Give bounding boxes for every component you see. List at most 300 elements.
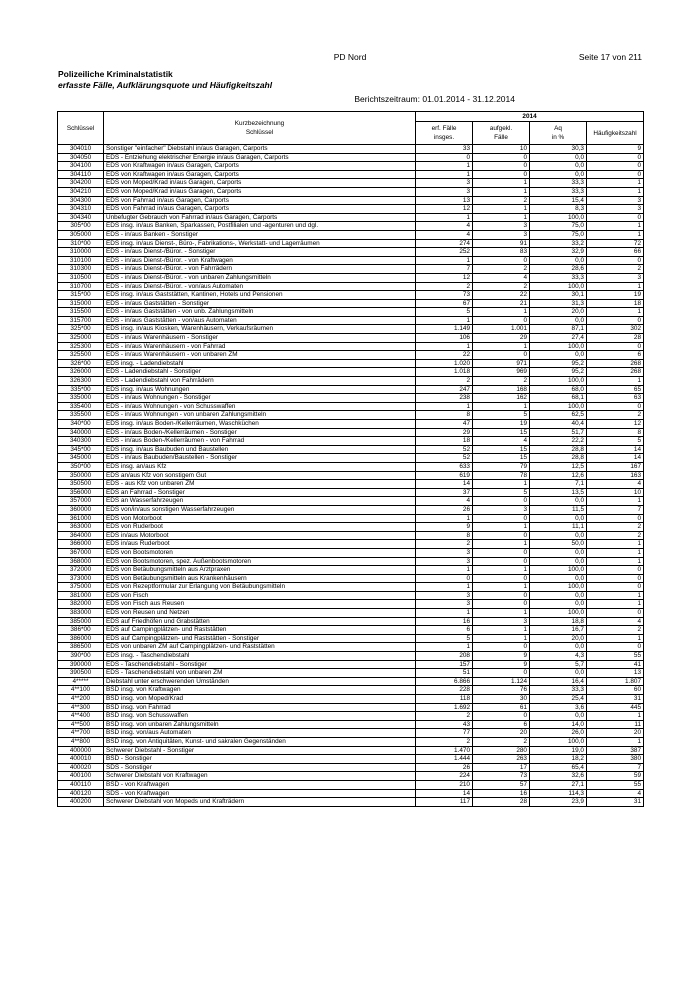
cell-key: 310*00 — [58, 239, 104, 248]
cell-name: EDS insg. an/aus Kfz — [104, 462, 416, 471]
cell-solved: 280 — [473, 746, 530, 755]
table-row — [58, 222, 644, 231]
cell-aq: 20,0 — [530, 634, 587, 643]
cell-hz: 2 — [587, 523, 644, 532]
cell-solved: 162 — [473, 394, 530, 403]
cell-cases: 2 — [416, 377, 473, 386]
table-row — [58, 566, 644, 575]
cell-hz: 268 — [587, 359, 644, 368]
report-subtitle: erfasste Fälle, Aufklärungsquote und Häufigkeitszahl — [58, 80, 273, 90]
cell-key: 326*00 — [58, 359, 104, 368]
cell-hz: 14 — [587, 454, 644, 463]
cell-solved: 1 — [473, 213, 530, 222]
cell-cases: 1.149 — [416, 325, 473, 334]
cell-key: 335*00 — [58, 385, 104, 394]
cell-name: BSD insg. von Antiquitäten, Kunst- und sakralen Gegenständen — [104, 737, 416, 746]
table-row — [58, 669, 644, 678]
cell-key: 360000 — [58, 505, 104, 514]
cell-aq: 0,0 — [530, 162, 587, 171]
cell-name: EDS - in/aus Boden-/Kellerräumen - Sonstiger — [104, 428, 416, 437]
cell-cases: 77 — [416, 729, 473, 738]
cell-solved: 1 — [473, 205, 530, 214]
cell-hz: 4 — [587, 617, 644, 626]
cell-key: 373000 — [58, 574, 104, 583]
cell-cases: 1 — [416, 256, 473, 265]
cell-name: EDS von Kraftwagen in/aus Garagen, Carports — [104, 170, 416, 179]
table-row — [58, 299, 644, 308]
cell-key: 340*00 — [58, 420, 104, 429]
cell-key: 305000 — [58, 230, 104, 239]
cell-name: Sonstiger "einfacher" Diebstahl in/aus Garagen, Carports — [104, 145, 416, 154]
cell-aq: 8,3 — [530, 205, 587, 214]
cell-key: 310000 — [58, 248, 104, 257]
cell-aq: 100,0 — [530, 377, 587, 386]
cell-name: EDS von Kraftwagen in/aus Garagen, Carports — [104, 162, 416, 171]
table-row — [58, 737, 644, 746]
cell-name: EDS von Fisch — [104, 591, 416, 600]
cell-key: 340300 — [58, 437, 104, 446]
cell-solved: 168 — [473, 385, 530, 394]
cell-aq: 0,0 — [530, 351, 587, 360]
cell-hz: 0 — [587, 643, 644, 652]
cell-name: EDS von Moped/Krad in/aus Garagen, Carports — [104, 179, 416, 188]
cell-cases: 3 — [416, 548, 473, 557]
cell-key: 390500 — [58, 669, 104, 678]
cell-name: EDS von Betäubungsmitteln aus Krankenhäusern — [104, 574, 416, 583]
table-row — [58, 187, 644, 196]
cell-cases: 1 — [416, 213, 473, 222]
cell-hz: 1 — [587, 600, 644, 609]
cell-solved: 15 — [473, 445, 530, 454]
cell-key: 325*00 — [58, 325, 104, 334]
cell-hz: 28 — [587, 334, 644, 343]
cell-name: EDS - in/aus Baubuden/Baustellen - Sonstiger — [104, 454, 416, 463]
cell-cases: 1 — [416, 514, 473, 523]
cell-solved: 0 — [473, 600, 530, 609]
cell-solved: 1.001 — [473, 325, 530, 334]
cell-key: 304300 — [58, 196, 104, 205]
cell-key: 400120 — [58, 789, 104, 798]
cell-name: EDS - in/aus Wohnungen - Sonstiger — [104, 394, 416, 403]
cell-key: 400020 — [58, 763, 104, 772]
cell-cases: 210 — [416, 780, 473, 789]
cell-cases: 33 — [416, 145, 473, 154]
cell-hz: 7 — [587, 505, 644, 514]
cell-solved: 17 — [473, 763, 530, 772]
cell-solved: 1 — [473, 480, 530, 489]
table-row — [58, 583, 644, 592]
cell-hz: 380 — [587, 755, 644, 764]
cell-aq: 33,2 — [530, 239, 587, 248]
cell-aq: 20,0 — [530, 308, 587, 317]
cell-name: EDS - in/aus Dienst-/Büror. - von Fahrrädern — [104, 265, 416, 274]
cell-hz: 59 — [587, 772, 644, 781]
cell-hz: 1 — [587, 282, 644, 291]
cell-name: EDS von/in/aus sonstigen Wasserfahrzeugen — [104, 505, 416, 514]
cell-cases: 106 — [416, 334, 473, 343]
cell-cases: 4 — [416, 222, 473, 231]
cell-solved: 20 — [473, 729, 530, 738]
cell-key: 304110 — [58, 170, 104, 179]
cell-cases: 12 — [416, 273, 473, 282]
cell-solved: 2 — [473, 737, 530, 746]
cell-solved: 2 — [473, 282, 530, 291]
cell-hz: 6 — [587, 351, 644, 360]
cell-name: Schwerer Diebstahl von Mopeds und Krafträdern — [104, 798, 416, 807]
cell-key: 326000 — [58, 368, 104, 377]
table-row — [58, 265, 644, 274]
cell-hz: 1 — [587, 712, 644, 721]
cell-cases: 6.866 — [416, 677, 473, 686]
cell-key: 381000 — [58, 591, 104, 600]
cell-name: BSD - von Kraftwagen — [104, 780, 416, 789]
cell-hz: 10 — [587, 488, 644, 497]
cell-solved: 0 — [473, 643, 530, 652]
cell-aq: 26,0 — [530, 729, 587, 738]
cell-hz: 18 — [587, 299, 644, 308]
header-solved — [473, 122, 530, 145]
cell-cases: 4 — [416, 497, 473, 506]
cell-hz: 65 — [587, 385, 644, 394]
cell-name: EDS - in/aus Gaststätten - von unb. Zahlungsmitteln — [104, 308, 416, 317]
cell-name: Schwerer Diebstahl von Kraftwagen — [104, 772, 416, 781]
cell-solved: 28 — [473, 798, 530, 807]
header-key: Schlüssel — [58, 112, 104, 145]
cell-solved: 3 — [473, 230, 530, 239]
cell-solved: 0 — [473, 316, 530, 325]
cell-key: 382000 — [58, 600, 104, 609]
cell-key: 4**500 — [58, 720, 104, 729]
cell-solved: 0 — [473, 548, 530, 557]
table-row — [58, 617, 644, 626]
cell-name: EDS - Ladendiebstahl von Fahrrädern — [104, 377, 416, 386]
cell-hz: 0 — [587, 574, 644, 583]
cell-key: 375000 — [58, 583, 104, 592]
cell-name: EDS an Fahrrad - Sonstiger — [104, 488, 416, 497]
cell-hz: 7 — [587, 763, 644, 772]
table-row — [58, 334, 644, 343]
cell-solved: 6 — [473, 720, 530, 729]
table-row — [58, 755, 644, 764]
cell-cases: 5 — [416, 634, 473, 643]
header-solved-line1: aufgekl. — [489, 125, 513, 132]
table-row — [58, 256, 644, 265]
cell-cases: 1 — [416, 170, 473, 179]
cell-hz: 0 — [587, 514, 644, 523]
cell-aq: 28,8 — [530, 445, 587, 454]
cell-cases: 1 — [416, 316, 473, 325]
cell-cases: 208 — [416, 652, 473, 661]
cell-solved: 3 — [473, 505, 530, 514]
cell-cases: 52 — [416, 454, 473, 463]
cell-name: BSD insg. von Schusswaffen — [104, 712, 416, 721]
cell-cases: 1 — [416, 643, 473, 652]
cell-solved: 0 — [473, 574, 530, 583]
cell-hz: 1 — [587, 557, 644, 566]
cell-hz: 31 — [587, 798, 644, 807]
cell-aq: 100,0 — [530, 213, 587, 222]
cell-aq: 30,1 — [530, 291, 587, 300]
cell-cases: 0 — [416, 153, 473, 162]
cell-cases: 633 — [416, 462, 473, 471]
cell-solved: 19 — [473, 420, 530, 429]
table-row — [58, 643, 644, 652]
cell-name: EDS insg. in/aus Gaststätten, Kantinen, Hotels und Pensionen — [104, 291, 416, 300]
cell-solved: 2 — [473, 377, 530, 386]
cell-name: EDS - Entziehung elektrischer Energie in/aus Garagen, Carports — [104, 153, 416, 162]
cell-aq: 23,9 — [530, 798, 587, 807]
cell-hz: 445 — [587, 703, 644, 712]
statistics-table — [57, 111, 644, 807]
cell-name: Unbefugter Gebrauch von Fahrrad in/aus Garagen, Carports — [104, 213, 416, 222]
cell-key: 345*00 — [58, 445, 104, 454]
cell-cases: 51 — [416, 669, 473, 678]
cell-cases: 3 — [416, 591, 473, 600]
cell-aq: 100,0 — [530, 737, 587, 746]
cell-key: 4**200 — [58, 695, 104, 704]
table-row — [58, 196, 644, 205]
cell-cases: 1 — [416, 583, 473, 592]
table-row — [58, 420, 644, 429]
table-row — [58, 170, 644, 179]
cell-aq: 0,0 — [530, 153, 587, 162]
cell-key: 390*00 — [58, 652, 104, 661]
cell-hz: 268 — [587, 368, 644, 377]
cell-hz: 1 — [587, 377, 644, 386]
cell-aq: 65,4 — [530, 763, 587, 772]
cell-aq: 33,3 — [530, 179, 587, 188]
cell-key: 4**700 — [58, 729, 104, 738]
cell-aq: 3,6 — [530, 703, 587, 712]
cell-aq: 28,6 — [530, 265, 587, 274]
table-row — [58, 153, 644, 162]
cell-name: BSD insg. von Moped/Krad — [104, 695, 416, 704]
cell-cases: 1.470 — [416, 746, 473, 755]
table-row — [58, 798, 644, 807]
cell-solved: 29 — [473, 334, 530, 343]
table-row — [58, 273, 644, 282]
cell-cases: 3 — [416, 557, 473, 566]
cell-aq: 16,4 — [530, 677, 587, 686]
cell-solved: 0 — [473, 712, 530, 721]
cell-aq: 0,0 — [530, 256, 587, 265]
cell-key: 304050 — [58, 153, 104, 162]
cell-cases: 252 — [416, 248, 473, 257]
cell-key: 350000 — [58, 471, 104, 480]
cell-solved: 1 — [473, 634, 530, 643]
cell-hz: 0 — [587, 566, 644, 575]
cell-cases: 228 — [416, 686, 473, 695]
cell-name: EDS insg. - Taschendiebstahl — [104, 652, 416, 661]
cell-hz: 163 — [587, 471, 644, 480]
table-row — [58, 540, 644, 549]
cell-cases: 67 — [416, 299, 473, 308]
cell-hz: 1 — [587, 548, 644, 557]
cell-key: 367000 — [58, 548, 104, 557]
table-row — [58, 308, 644, 317]
cell-key: 335000 — [58, 394, 104, 403]
table-row — [58, 746, 644, 755]
cell-aq: 0,0 — [530, 170, 587, 179]
cell-key: 304310 — [58, 205, 104, 214]
cell-hz: 8 — [587, 428, 644, 437]
cell-solved: 1 — [473, 342, 530, 351]
table-row — [58, 385, 644, 394]
cell-hz: 0 — [587, 162, 644, 171]
cell-solved: 1 — [473, 523, 530, 532]
cell-key: 315500 — [58, 308, 104, 317]
cell-key: 305*00 — [58, 222, 104, 231]
cell-aq: 100,0 — [530, 609, 587, 618]
cell-key: 366000 — [58, 540, 104, 549]
cell-name: EDS - Ladendiebstahl - Sonstiger — [104, 368, 416, 377]
cell-aq: 0,0 — [530, 548, 587, 557]
cell-aq: 12,6 — [530, 471, 587, 480]
table-row — [58, 162, 644, 171]
cell-name: EDS - Taschendiebstahl - Sonstiger — [104, 660, 416, 669]
cell-aq: 13,5 — [530, 488, 587, 497]
cell-aq: 5,7 — [530, 660, 587, 669]
cell-solved: 0 — [473, 514, 530, 523]
cell-cases: 238 — [416, 394, 473, 403]
table-row — [58, 368, 644, 377]
cell-aq: 4,3 — [530, 652, 587, 661]
cell-solved: 0 — [473, 669, 530, 678]
cell-aq: 11,5 — [530, 505, 587, 514]
header-hz: Häufigkeitszahl — [587, 122, 644, 145]
cell-name: EDS von Fahrrad in/aus Garagen, Carports — [104, 205, 416, 214]
cell-hz: 167 — [587, 462, 644, 471]
cell-hz: 66 — [587, 248, 644, 257]
cell-cases: 2 — [416, 540, 473, 549]
cell-name: EDS auf Friedhöfen und Grabstätten — [104, 617, 416, 626]
cell-aq: 33,3 — [530, 187, 587, 196]
cell-cases: 2 — [416, 737, 473, 746]
cell-key: 385000 — [58, 617, 104, 626]
table-row — [58, 574, 644, 583]
cell-aq: 0,0 — [530, 643, 587, 652]
cell-cases: 2 — [416, 282, 473, 291]
cell-hz: 0 — [587, 170, 644, 179]
cell-name: EDS insg. - Ladendiebstahl — [104, 359, 416, 368]
cell-solved: 30 — [473, 695, 530, 704]
header-aq — [530, 122, 587, 145]
cell-key: 372000 — [58, 566, 104, 575]
cell-key: 356000 — [58, 488, 104, 497]
cell-aq: 100,0 — [530, 282, 587, 291]
table-row — [58, 789, 644, 798]
cell-solved: 971 — [473, 359, 530, 368]
table-row — [58, 377, 644, 386]
cell-name: EDS von unbaren ZM auf Campingplätzen- und Raststätten — [104, 643, 416, 652]
cell-solved: 4 — [473, 273, 530, 282]
cell-key: 400110 — [58, 780, 104, 789]
cell-cases: 18 — [416, 437, 473, 446]
cell-hz: 9 — [587, 145, 644, 154]
cell-hz: 387 — [587, 746, 644, 755]
cell-aq: 32,9 — [530, 248, 587, 257]
table-row — [58, 548, 644, 557]
cell-solved: 2 — [473, 265, 530, 274]
cell-key: 304010 — [58, 145, 104, 154]
table-row — [58, 480, 644, 489]
table-row — [58, 772, 644, 781]
cell-cases: 1.018 — [416, 368, 473, 377]
table-row — [58, 282, 644, 291]
cell-aq: 0,0 — [530, 531, 587, 540]
cell-cases: 26 — [416, 763, 473, 772]
header-year: 2014 — [416, 112, 644, 122]
cell-name: EDS von Fahrrad in/aus Garagen, Carports — [104, 196, 416, 205]
cell-aq: 18,8 — [530, 617, 587, 626]
cell-aq: 15,4 — [530, 196, 587, 205]
cell-cases: 73 — [416, 291, 473, 300]
cell-name: EDS insg. in/aus Kiosken, Warenhäusern, Verkaufsräumen — [104, 325, 416, 334]
cell-name: BSD insg. von unbaren Zahlungsmitteln — [104, 720, 416, 729]
table-row — [58, 634, 644, 643]
cell-solved: 57 — [473, 780, 530, 789]
cell-cases: 2 — [416, 712, 473, 721]
cell-key: 364000 — [58, 531, 104, 540]
header-aq-line2: in % — [551, 134, 565, 141]
cell-key: 390000 — [58, 660, 104, 669]
cell-name: EDS - in/aus Gaststätten - Sonstiger — [104, 299, 416, 308]
cell-hz: 14 — [587, 445, 644, 454]
cell-hz: 13 — [587, 669, 644, 678]
table-body — [58, 145, 644, 807]
cell-aq: 0,0 — [530, 712, 587, 721]
cell-cases: 1 — [416, 609, 473, 618]
report-region: PD Nord — [333, 52, 367, 62]
cell-key: 368000 — [58, 557, 104, 566]
cell-key: 4**400 — [58, 712, 104, 721]
cell-name: EDS - in/aus Boden-/Kellerräumen - von Fahrrad — [104, 437, 416, 446]
cell-aq: 25,4 — [530, 695, 587, 704]
cell-solved: 0 — [473, 351, 530, 360]
cell-name: BSD insg. von/aus Automaten — [104, 729, 416, 738]
cell-name: BSD - Sonstiger — [104, 755, 416, 764]
header-name — [104, 112, 416, 145]
cell-cases: 26 — [416, 505, 473, 514]
cell-hz: 1 — [587, 187, 644, 196]
cell-hz: 1 — [587, 230, 644, 239]
cell-hz: 0 — [587, 213, 644, 222]
cell-aq: 16,7 — [530, 626, 587, 635]
cell-solved: 5 — [473, 411, 530, 420]
cell-aq: 100,0 — [530, 342, 587, 351]
cell-aq: 12,5 — [530, 462, 587, 471]
table-row — [58, 316, 644, 325]
cell-key: 400000 — [58, 746, 104, 755]
cell-aq: 68,0 — [530, 385, 587, 394]
cell-key: 304340 — [58, 213, 104, 222]
cell-name: EDS in/aus Motorboot — [104, 531, 416, 540]
cell-cases: 4 — [416, 230, 473, 239]
header-name-line1: Kurzbezeichnung — [234, 120, 285, 127]
cell-hz: 0 — [587, 342, 644, 351]
cell-cases: 3 — [416, 187, 473, 196]
table-row — [58, 763, 644, 772]
cell-name: EDS von Ruderboot — [104, 523, 416, 532]
cell-name: EDS auf Campingplätzen- und Raststätten — [104, 626, 416, 635]
cell-solved: 1 — [473, 583, 530, 592]
cell-cases: 37 — [416, 488, 473, 497]
cell-solved: 15 — [473, 428, 530, 437]
table-row — [58, 145, 644, 154]
cell-key: 386500 — [58, 643, 104, 652]
cell-solved: 16 — [473, 789, 530, 798]
cell-hz: 2 — [587, 626, 644, 635]
